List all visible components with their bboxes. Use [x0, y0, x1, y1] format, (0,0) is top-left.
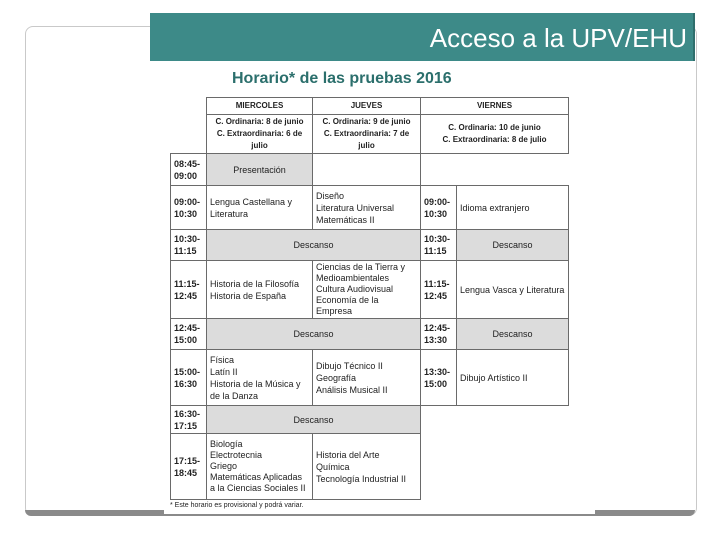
convocatoria-row — [171, 115, 569, 154]
time-cell: 16:30- 17:15 — [171, 406, 207, 434]
time-cell: 08:45- 09:00 — [171, 154, 207, 186]
time-cell: 15:00- 16:30 — [171, 350, 207, 406]
table-row — [171, 230, 569, 261]
break-cell: Descanso — [207, 406, 421, 434]
footnote: * Este horario es provisional y podrá variar. — [170, 502, 304, 509]
schedule-subtitle: Horario* de las pruebas 2016 — [232, 70, 452, 87]
day-header-thursday: JUEVES — [313, 98, 421, 115]
exam-cell — [313, 154, 421, 186]
title-bar — [150, 13, 695, 61]
break-cell: Descanso — [457, 319, 569, 350]
convocatoria-empty-cell — [171, 115, 207, 154]
exam-cell: Presentación — [207, 154, 313, 186]
empty-cell — [421, 406, 569, 434]
exam-cell: Lengua Castellana y Literatura — [207, 186, 313, 230]
table-row — [171, 261, 569, 319]
day-header-wednesday: MIERCOLES — [207, 98, 313, 115]
exam-cell: Lengua Vasca y Literatura — [457, 261, 569, 319]
header-empty-cell — [171, 98, 207, 115]
break-cell: Descanso — [457, 230, 569, 261]
time-cell: 09:00- 10:30 — [171, 186, 207, 230]
time-cell: 11:15- 12:45 — [421, 261, 457, 319]
break-cell: Descanso — [207, 319, 421, 350]
exam-cell: Dibujo Artístico II — [457, 350, 569, 406]
day-header-friday: VIERNES — [421, 98, 569, 115]
exam-cell: Idioma extranjero — [457, 186, 569, 230]
table-row — [171, 406, 569, 434]
convocatoria-thursday — [313, 115, 421, 154]
extraordinaria-label: C. Extraordinaria: 7 de julio — [323, 129, 410, 150]
schedule-table — [170, 97, 569, 500]
empty-cell — [421, 434, 569, 500]
table-row — [171, 319, 569, 350]
time-cell: 17:15- 18:45 — [171, 434, 207, 500]
time-cell: 12:45- 13:30 — [421, 319, 457, 350]
table-header-row — [171, 98, 569, 115]
time-cell: 10:30- 11:15 — [171, 230, 207, 261]
table-row — [171, 434, 569, 500]
exam-cell: Diseño Literatura Universal Matemáticas II — [313, 186, 421, 230]
time-cell: 11:15- 12:45 — [171, 261, 207, 319]
table-row — [171, 186, 569, 230]
time-cell: 10:30- 11:15 — [421, 230, 457, 261]
exam-cell: Dibujo Técnico II Geografía Análisis Musical II — [313, 350, 421, 406]
slide-title: Acceso a la UPV/EHU — [429, 23, 687, 53]
title-bar-edge — [693, 13, 695, 61]
ordinaria-label: C. Ordinaria: 10 de junio — [448, 123, 541, 132]
exam-cell: Historia del Arte Química Tecnología Industrial II — [313, 434, 421, 500]
time-cell: 12:45- 15:00 — [171, 319, 207, 350]
time-cell: 13:30- 15:00 — [421, 350, 457, 406]
convocatoria-wednesday — [207, 115, 313, 154]
extraordinaria-label: C. Extraordinaria: 8 de julio — [442, 135, 547, 144]
table-row — [171, 350, 569, 406]
break-cell: Descanso — [207, 230, 421, 261]
time-cell: 09:00- 10:30 — [421, 186, 457, 230]
ordinaria-label: C. Ordinaria: 8 de junio — [215, 117, 304, 126]
table-row — [171, 154, 569, 186]
exam-cell: Biología Electrotecnia Griego Matemáticas Aplicadas a la Ciencias Sociales II — [207, 434, 313, 500]
exam-cell: Física Latín II Historia de la Música y de la Danza — [207, 350, 313, 406]
convocatoria-friday — [421, 115, 569, 154]
exam-cell: Historia de la Filosofía Historia de España — [207, 261, 313, 319]
extraordinaria-label: C. Extraordinaria: 6 de julio — [216, 129, 303, 150]
empty-cell — [421, 154, 569, 186]
exam-cell: Ciencias de la Tierra y Medioambientales Cultura Audiovisual Economía de la Empresa — [313, 261, 421, 319]
ordinaria-label: C. Ordinaria: 9 de junio — [322, 117, 411, 126]
